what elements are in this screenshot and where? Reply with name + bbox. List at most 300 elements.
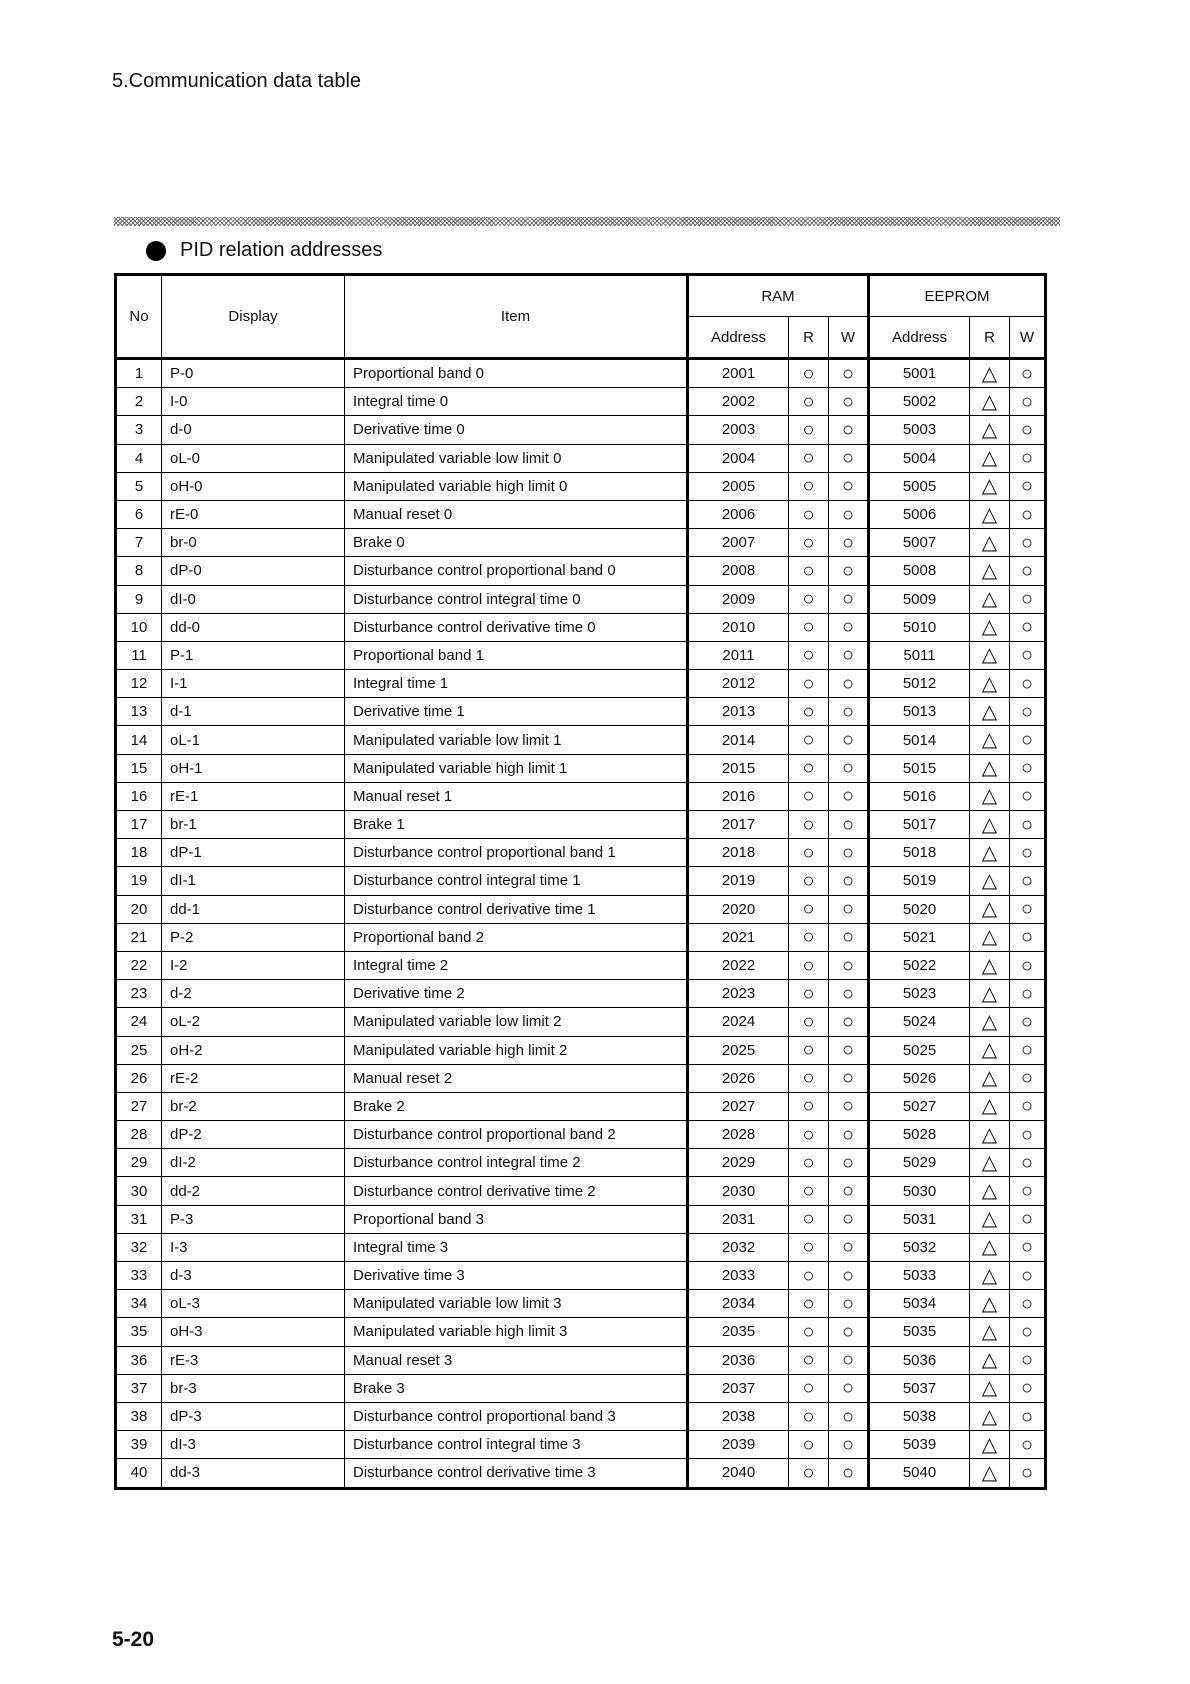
cell-eeprom-write: ○: [1010, 1036, 1046, 1064]
cell-no: 13: [116, 698, 162, 726]
cell-eeprom-read: △: [970, 1008, 1010, 1036]
cell-ram-write: ○: [829, 416, 869, 444]
header-ram: RAM: [688, 275, 869, 317]
cell-eeprom-write: ○: [1010, 359, 1046, 388]
cell-item: Manipulated variable high limit 2: [345, 1036, 688, 1064]
cell-item: Proportional band 0: [345, 359, 688, 388]
cell-ram-read: ○: [789, 1205, 829, 1233]
cell-ram-read: ○: [789, 811, 829, 839]
cell-ram-address: 2001: [688, 359, 789, 388]
pid-address-table: [114, 273, 1047, 1490]
cell-ram-write: ○: [829, 782, 869, 810]
cell-item: Manipulated variable low limit 0: [345, 444, 688, 472]
cell-eeprom-address: 5032: [869, 1233, 970, 1261]
cell-no: 19: [116, 867, 162, 895]
cell-item: Disturbance control integral time 2: [345, 1149, 688, 1177]
cell-display: P-3: [162, 1205, 345, 1233]
cell-ram-read: ○: [789, 839, 829, 867]
cell-eeprom-address: 5018: [869, 839, 970, 867]
cell-item: Disturbance control proportional band 0: [345, 557, 688, 585]
table-row: [116, 388, 1046, 416]
cell-no: 7: [116, 529, 162, 557]
cell-ram-address: 2019: [688, 867, 789, 895]
cell-eeprom-address: 5004: [869, 444, 970, 472]
cell-display: oL-1: [162, 726, 345, 754]
cell-eeprom-write: ○: [1010, 698, 1046, 726]
cell-ram-read: ○: [789, 951, 829, 979]
cell-ram-address: 2024: [688, 1008, 789, 1036]
cell-eeprom-write: ○: [1010, 670, 1046, 698]
cell-no: 40: [116, 1459, 162, 1488]
cell-ram-write: ○: [829, 472, 869, 500]
cell-eeprom-write: ○: [1010, 754, 1046, 782]
cell-no: 4: [116, 444, 162, 472]
cell-ram-read: ○: [789, 1318, 829, 1346]
table-row: [116, 1402, 1046, 1430]
cell-ram-write: ○: [829, 1064, 869, 1092]
table-row: [116, 698, 1046, 726]
cell-no: 1: [116, 359, 162, 388]
cell-eeprom-read: △: [970, 388, 1010, 416]
cell-eeprom-address: 5036: [869, 1346, 970, 1374]
cell-ram-write: ○: [829, 923, 869, 951]
cell-no: 17: [116, 811, 162, 839]
cell-eeprom-read: △: [970, 472, 1010, 500]
table-row: [116, 923, 1046, 951]
cell-eeprom-write: ○: [1010, 1374, 1046, 1402]
cell-display: I-3: [162, 1233, 345, 1261]
cell-eeprom-read: △: [970, 1064, 1010, 1092]
cell-display: rE-2: [162, 1064, 345, 1092]
cell-ram-address: 2023: [688, 980, 789, 1008]
cell-no: 11: [116, 641, 162, 669]
cell-ram-write: ○: [829, 951, 869, 979]
cell-item: Manipulated variable high limit 1: [345, 754, 688, 782]
cell-ram-address: 2034: [688, 1290, 789, 1318]
cell-item: Disturbance control derivative time 3: [345, 1459, 688, 1488]
cell-no: 8: [116, 557, 162, 585]
black-circle-bullet-icon: [146, 241, 166, 261]
cell-eeprom-read: △: [970, 1036, 1010, 1064]
cell-no: 9: [116, 585, 162, 613]
cell-ram-address: 2002: [688, 388, 789, 416]
cell-ram-address: 2008: [688, 557, 789, 585]
cell-ram-address: 2022: [688, 951, 789, 979]
cell-item: Integral time 1: [345, 670, 688, 698]
cell-ram-write: ○: [829, 444, 869, 472]
cell-display: dd-1: [162, 895, 345, 923]
cell-eeprom-read: △: [970, 359, 1010, 388]
cell-eeprom-write: ○: [1010, 726, 1046, 754]
cell-ram-write: ○: [829, 585, 869, 613]
cell-ram-address: 2012: [688, 670, 789, 698]
header-eeprom-r: R: [970, 317, 1010, 359]
cell-item: Integral time 3: [345, 1233, 688, 1261]
cell-eeprom-read: △: [970, 500, 1010, 528]
cell-eeprom-address: 5013: [869, 698, 970, 726]
table-row: [116, 1459, 1046, 1488]
cell-eeprom-address: 5016: [869, 782, 970, 810]
table-row: [116, 811, 1046, 839]
cell-ram-read: ○: [789, 1092, 829, 1120]
cell-ram-read: ○: [789, 557, 829, 585]
cell-eeprom-write: ○: [1010, 529, 1046, 557]
table-row: [116, 1290, 1046, 1318]
cell-eeprom-write: ○: [1010, 1064, 1046, 1092]
cell-display: dP-1: [162, 839, 345, 867]
cell-eeprom-write: ○: [1010, 416, 1046, 444]
table-row: [116, 951, 1046, 979]
cell-display: dP-0: [162, 557, 345, 585]
header-eeprom-address: Address: [869, 317, 970, 359]
cell-display: d-1: [162, 698, 345, 726]
cell-no: 32: [116, 1233, 162, 1261]
table-row: [116, 557, 1046, 585]
cell-display: oH-3: [162, 1318, 345, 1346]
cell-no: 15: [116, 754, 162, 782]
cell-no: 23: [116, 980, 162, 1008]
table-row: [116, 416, 1046, 444]
cell-ram-write: ○: [829, 529, 869, 557]
cell-no: 21: [116, 923, 162, 951]
cell-eeprom-write: ○: [1010, 923, 1046, 951]
cell-eeprom-read: △: [970, 1092, 1010, 1120]
cell-eeprom-write: ○: [1010, 782, 1046, 810]
cell-eeprom-write: ○: [1010, 1459, 1046, 1488]
cell-display: br-2: [162, 1092, 345, 1120]
cell-ram-read: ○: [789, 359, 829, 388]
cell-eeprom-read: △: [970, 895, 1010, 923]
header-display: Display: [162, 275, 345, 359]
cell-item: Disturbance control derivative time 1: [345, 895, 688, 923]
cell-eeprom-write: ○: [1010, 1205, 1046, 1233]
table-row: [116, 1262, 1046, 1290]
table-row: [116, 867, 1046, 895]
table-row: [116, 839, 1046, 867]
cell-eeprom-read: △: [970, 726, 1010, 754]
cell-ram-read: ○: [789, 1290, 829, 1318]
cell-ram-address: 2021: [688, 923, 789, 951]
table-row: [116, 1374, 1046, 1402]
subsection-title: PID relation addresses: [180, 239, 383, 261]
cell-ram-read: ○: [789, 726, 829, 754]
cell-eeprom-address: 5038: [869, 1402, 970, 1430]
cell-no: 25: [116, 1036, 162, 1064]
cell-ram-address: 2017: [688, 811, 789, 839]
cell-no: 5: [116, 472, 162, 500]
table-row: [116, 1149, 1046, 1177]
cell-eeprom-write: ○: [1010, 1262, 1046, 1290]
cell-ram-address: 2020: [688, 895, 789, 923]
cell-ram-read: ○: [789, 1177, 829, 1205]
cell-ram-read: ○: [789, 1064, 829, 1092]
cell-ram-read: ○: [789, 1008, 829, 1036]
table-row: [116, 1205, 1046, 1233]
cell-display: d-3: [162, 1262, 345, 1290]
table-row: [116, 444, 1046, 472]
cell-display: br-3: [162, 1374, 345, 1402]
cell-ram-write: ○: [829, 388, 869, 416]
cell-item: Integral time 2: [345, 951, 688, 979]
cell-eeprom-read: △: [970, 1290, 1010, 1318]
cell-ram-read: ○: [789, 388, 829, 416]
cell-ram-write: ○: [829, 698, 869, 726]
cell-ram-write: ○: [829, 1374, 869, 1402]
cell-eeprom-read: △: [970, 1262, 1010, 1290]
cell-item: Integral time 0: [345, 388, 688, 416]
cell-eeprom-write: ○: [1010, 1092, 1046, 1120]
cell-item: Proportional band 3: [345, 1205, 688, 1233]
cell-eeprom-address: 5006: [869, 500, 970, 528]
cell-eeprom-write: ○: [1010, 951, 1046, 979]
cell-eeprom-write: ○: [1010, 1149, 1046, 1177]
cell-eeprom-address: 5025: [869, 1036, 970, 1064]
cell-ram-read: ○: [789, 923, 829, 951]
cell-ram-write: ○: [829, 613, 869, 641]
cell-ram-write: ○: [829, 839, 869, 867]
cell-eeprom-address: 5033: [869, 1262, 970, 1290]
cell-ram-address: 2040: [688, 1459, 789, 1488]
table-row: [116, 585, 1046, 613]
cell-eeprom-write: ○: [1010, 1177, 1046, 1205]
cell-ram-read: ○: [789, 444, 829, 472]
cell-ram-read: ○: [789, 1149, 829, 1177]
table-row: [116, 529, 1046, 557]
cell-ram-address: 2027: [688, 1092, 789, 1120]
cell-eeprom-address: 5029: [869, 1149, 970, 1177]
table-row: [116, 472, 1046, 500]
cell-display: rE-3: [162, 1346, 345, 1374]
cell-eeprom-read: △: [970, 670, 1010, 698]
cell-eeprom-address: 5034: [869, 1290, 970, 1318]
table-row: [116, 754, 1046, 782]
cell-eeprom-write: ○: [1010, 867, 1046, 895]
cell-ram-write: ○: [829, 1459, 869, 1488]
cell-display: dI-1: [162, 867, 345, 895]
table-row: [116, 1036, 1046, 1064]
cell-eeprom-write: ○: [1010, 1233, 1046, 1261]
cell-eeprom-address: 5023: [869, 980, 970, 1008]
cell-eeprom-read: △: [970, 641, 1010, 669]
cell-ram-address: 2029: [688, 1149, 789, 1177]
cell-ram-read: ○: [789, 1346, 829, 1374]
cell-ram-address: 2028: [688, 1121, 789, 1149]
cell-ram-read: ○: [789, 529, 829, 557]
cell-eeprom-write: ○: [1010, 472, 1046, 500]
cell-item: Brake 3: [345, 1374, 688, 1402]
cell-eeprom-write: ○: [1010, 1346, 1046, 1374]
cell-item: Manipulated variable low limit 3: [345, 1290, 688, 1318]
cell-eeprom-read: △: [970, 1374, 1010, 1402]
cell-ram-address: 2030: [688, 1177, 789, 1205]
table-row: [116, 726, 1046, 754]
cell-ram-address: 2016: [688, 782, 789, 810]
cell-display: d-0: [162, 416, 345, 444]
cell-display: dd-3: [162, 1459, 345, 1488]
cell-ram-read: ○: [789, 1402, 829, 1430]
cell-no: 30: [116, 1177, 162, 1205]
cell-ram-read: ○: [789, 1121, 829, 1149]
table-row: [116, 1233, 1046, 1261]
cell-eeprom-address: 5007: [869, 529, 970, 557]
table-row: [116, 895, 1046, 923]
cell-item: Derivative time 0: [345, 416, 688, 444]
cell-ram-write: ○: [829, 1233, 869, 1261]
table-row: [116, 1008, 1046, 1036]
cell-ram-read: ○: [789, 1374, 829, 1402]
cell-item: Brake 2: [345, 1092, 688, 1120]
cell-no: 27: [116, 1092, 162, 1120]
cell-item: Proportional band 2: [345, 923, 688, 951]
cell-ram-address: 2035: [688, 1318, 789, 1346]
cell-display: dI-0: [162, 585, 345, 613]
cell-eeprom-address: 5037: [869, 1374, 970, 1402]
cell-eeprom-address: 5039: [869, 1431, 970, 1459]
cell-eeprom-write: ○: [1010, 1121, 1046, 1149]
cell-eeprom-write: ○: [1010, 585, 1046, 613]
cell-display: P-0: [162, 359, 345, 388]
cell-eeprom-read: △: [970, 867, 1010, 895]
cell-eeprom-address: 5003: [869, 416, 970, 444]
cell-display: dd-0: [162, 613, 345, 641]
cell-no: 10: [116, 613, 162, 641]
cell-ram-write: ○: [829, 895, 869, 923]
cell-eeprom-address: 5028: [869, 1121, 970, 1149]
cell-display: dd-2: [162, 1177, 345, 1205]
cell-no: 20: [116, 895, 162, 923]
cell-item: Derivative time 3: [345, 1262, 688, 1290]
table-row: [116, 500, 1046, 528]
cell-eeprom-write: ○: [1010, 811, 1046, 839]
table-row: [116, 1064, 1046, 1092]
cell-ram-write: ○: [829, 726, 869, 754]
header-ram-w: W: [829, 317, 869, 359]
cell-item: Disturbance control integral time 1: [345, 867, 688, 895]
cell-eeprom-address: 5002: [869, 388, 970, 416]
cell-display: oL-2: [162, 1008, 345, 1036]
cell-eeprom-read: △: [970, 1149, 1010, 1177]
cell-item: Manual reset 0: [345, 500, 688, 528]
cell-ram-write: ○: [829, 1431, 869, 1459]
table-body: [116, 359, 1046, 1489]
cell-display: I-0: [162, 388, 345, 416]
table-row: [116, 1318, 1046, 1346]
cell-eeprom-read: △: [970, 1346, 1010, 1374]
cell-item: Manipulated variable high limit 3: [345, 1318, 688, 1346]
cell-ram-address: 2036: [688, 1346, 789, 1374]
cell-ram-read: ○: [789, 698, 829, 726]
cell-item: Manipulated variable low limit 1: [345, 726, 688, 754]
cell-ram-read: ○: [789, 895, 829, 923]
cell-ram-read: ○: [789, 641, 829, 669]
cell-ram-write: ○: [829, 670, 869, 698]
cell-eeprom-read: △: [970, 613, 1010, 641]
cell-ram-address: 2033: [688, 1262, 789, 1290]
cell-no: 16: [116, 782, 162, 810]
table-row: [116, 613, 1046, 641]
cell-display: I-1: [162, 670, 345, 698]
cell-eeprom-write: ○: [1010, 895, 1046, 923]
cell-ram-read: ○: [789, 472, 829, 500]
cell-no: 29: [116, 1149, 162, 1177]
cell-item: Manipulated variable low limit 2: [345, 1008, 688, 1036]
cell-display: rE-0: [162, 500, 345, 528]
cell-item: Proportional band 1: [345, 641, 688, 669]
pid-address-table-wrapper: [114, 273, 1047, 1490]
cell-eeprom-write: ○: [1010, 444, 1046, 472]
cell-display: P-2: [162, 923, 345, 951]
cell-eeprom-write: ○: [1010, 1290, 1046, 1318]
cell-eeprom-write: ○: [1010, 641, 1046, 669]
cell-eeprom-write: ○: [1010, 1318, 1046, 1346]
cell-display: br-1: [162, 811, 345, 839]
cell-display: dI-3: [162, 1431, 345, 1459]
cell-ram-read: ○: [789, 782, 829, 810]
cell-ram-write: ○: [829, 1149, 869, 1177]
table-row: [116, 1092, 1046, 1120]
cell-no: 28: [116, 1121, 162, 1149]
cell-eeprom-address: 5035: [869, 1318, 970, 1346]
cell-eeprom-read: △: [970, 1459, 1010, 1488]
cell-eeprom-write: ○: [1010, 1402, 1046, 1430]
cell-eeprom-address: 5020: [869, 895, 970, 923]
cell-ram-read: ○: [789, 670, 829, 698]
cell-no: 12: [116, 670, 162, 698]
cell-eeprom-write: ○: [1010, 1431, 1046, 1459]
cell-ram-read: ○: [789, 980, 829, 1008]
cell-display: dI-2: [162, 1149, 345, 1177]
cell-no: 31: [116, 1205, 162, 1233]
cell-eeprom-read: △: [970, 416, 1010, 444]
cell-eeprom-address: 5030: [869, 1177, 970, 1205]
cell-eeprom-read: △: [970, 951, 1010, 979]
cell-ram-read: ○: [789, 1262, 829, 1290]
cell-item: Manipulated variable high limit 0: [345, 472, 688, 500]
cell-eeprom-address: 5012: [869, 670, 970, 698]
cell-ram-read: ○: [789, 867, 829, 895]
cell-display: oH-0: [162, 472, 345, 500]
cell-eeprom-read: △: [970, 529, 1010, 557]
cell-ram-address: 2011: [688, 641, 789, 669]
cell-no: 37: [116, 1374, 162, 1402]
cell-ram-write: ○: [829, 641, 869, 669]
cell-ram-address: 2031: [688, 1205, 789, 1233]
cell-ram-write: ○: [829, 867, 869, 895]
cell-ram-address: 2015: [688, 754, 789, 782]
cell-ram-write: ○: [829, 1346, 869, 1374]
cell-eeprom-address: 5017: [869, 811, 970, 839]
cell-ram-read: ○: [789, 1036, 829, 1064]
header-ram-r: R: [789, 317, 829, 359]
cell-eeprom-read: △: [970, 1431, 1010, 1459]
cell-ram-address: 2039: [688, 1431, 789, 1459]
cell-eeprom-address: 5021: [869, 923, 970, 951]
cell-ram-read: ○: [789, 1233, 829, 1261]
cell-eeprom-write: ○: [1010, 388, 1046, 416]
cell-ram-read: ○: [789, 500, 829, 528]
cell-eeprom-write: ○: [1010, 839, 1046, 867]
cell-ram-address: 2007: [688, 529, 789, 557]
cell-eeprom-address: 5005: [869, 472, 970, 500]
cell-ram-write: ○: [829, 1092, 869, 1120]
cell-ram-write: ○: [829, 1318, 869, 1346]
cell-ram-write: ○: [829, 1402, 869, 1430]
cell-eeprom-read: △: [970, 782, 1010, 810]
cell-ram-write: ○: [829, 1290, 869, 1318]
table-row: [116, 1431, 1046, 1459]
cell-ram-write: ○: [829, 500, 869, 528]
cell-eeprom-read: △: [970, 698, 1010, 726]
